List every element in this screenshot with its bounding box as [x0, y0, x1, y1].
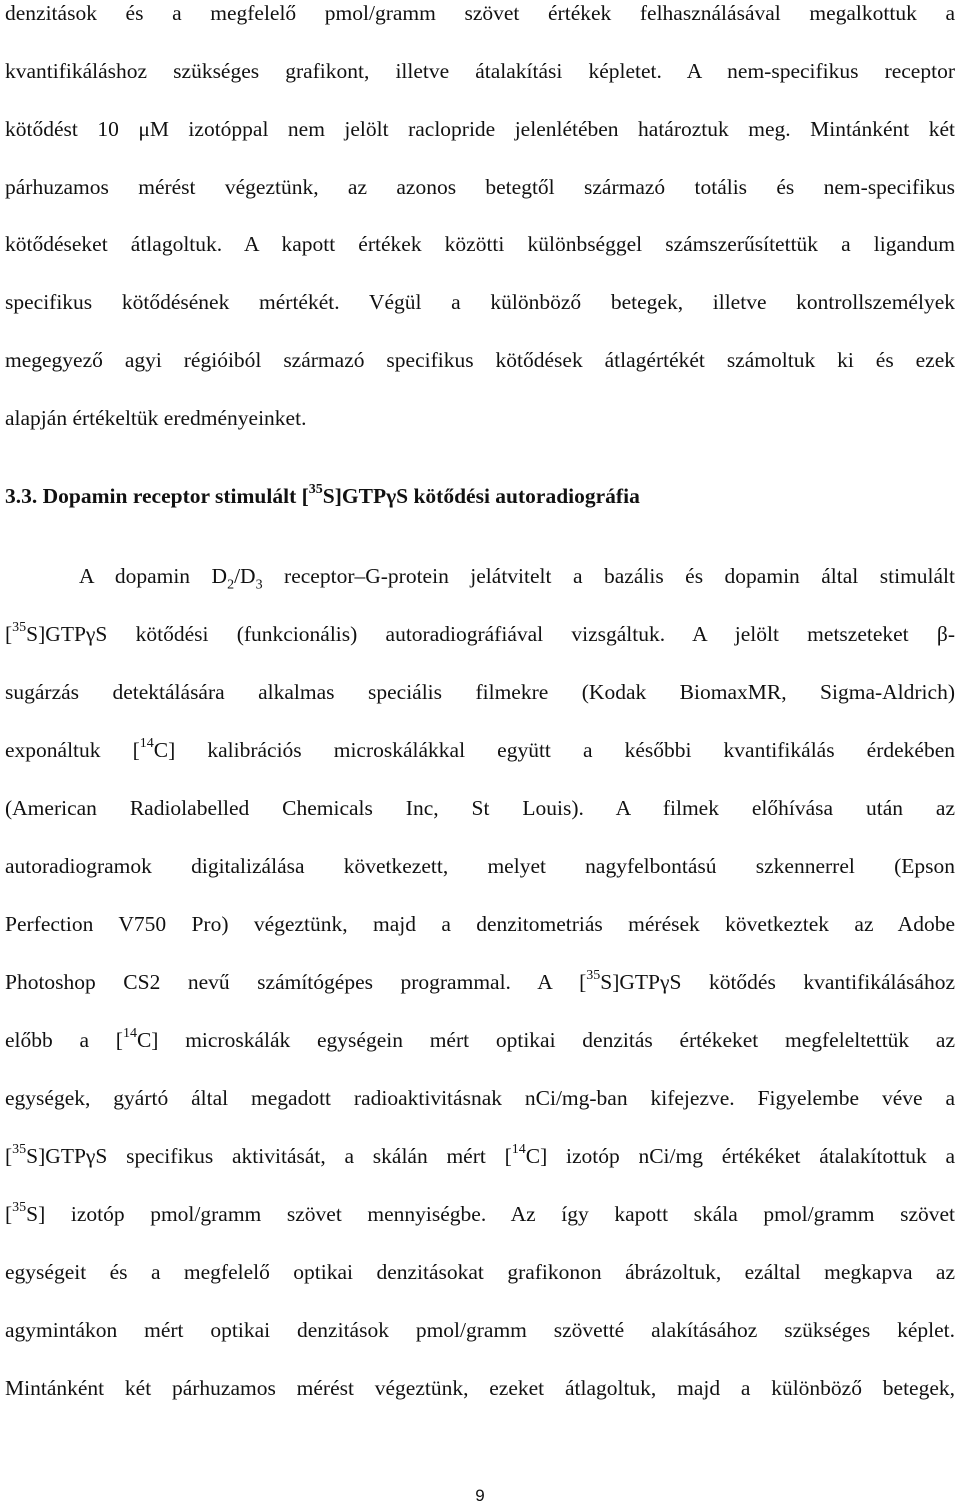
- paragraph-2-line-6: autoradiogramok digitalizálása következett, melyet nagyfelbontású szkennerrel (Epson: [5, 854, 955, 878]
- paragraph-2-line-5: (American Radiolabelled Chemicals Inc, St Louis). A filmek előhívása után az: [5, 796, 955, 820]
- paragraph-2-line-15: Mintánként két párhuzamos mérést végeztünk, ezeket átlagoltuk, majd a különböző betegek,: [5, 1376, 955, 1400]
- paragraph-2-line-1: A dopamin $D_2/D_3$ receptor–G-protein jelátvitelt a bazális és dopamin által stimulált: [79, 564, 956, 593]
- paragraph-2-line-2: [$^{35}$S]GTPγS kötődési (funkcionális) autoradiográfiával vizsgáltuk. A jelölt metszeteket β-: [5, 619, 955, 646]
- paragraph-1-line-3: kötődést 10 μM izotóppal nem jelölt raclopride jelenlétében határoztuk meg. Mintánként két: [5, 117, 955, 141]
- paragraph-2-line-3: sugárzás detektálására alkalmas speciális filmekre (Kodak BiomaxMR, Sigma-Aldrich): [5, 680, 955, 704]
- paragraph-1-line-5: kötődéseket átlagoltuk. A kapott értékek közötti különbséggel számszerűsítettük a ligandum: [5, 232, 955, 256]
- section-heading: [5, 483, 640, 509]
- paragraph-1-line-6: specifikus kötődésének mértékét. Végül a különböző betegek, illetve kontrollszemélyek: [5, 290, 955, 314]
- paragraph-1-line-7: megegyező agyi régióiból származó specifikus kötődések átlagértékét számoltuk ki és ezek: [5, 348, 955, 372]
- paragraph-1-line-4: párhuzamos mérést végeztünk, az azonos betegtől származó totális és nem-specifikus: [5, 175, 955, 199]
- section-number: 3.3.: [5, 484, 38, 508]
- paragraph-2-line-11: [$^{35}$S]GTPγS specifikus aktivitását, a skálán mért [$^{14}$C] izotóp nCi/mg értékéket átalakítottuk a: [5, 1141, 955, 1168]
- paragraph-2-line-9: előbb a [$^{14}$C] microskálák egységein mért optikai denzitás értékeket megfeleltettük az: [5, 1025, 955, 1052]
- page-number: 9: [475, 1486, 485, 1505]
- paragraph-2-line-14: agymintákon mért optikai denzitások pmol/gramm szövetté alakításához szükséges képlet.: [5, 1318, 955, 1342]
- paragraph-2-line-13: egységeit és a megfelelő optikai denzitásokat grafikonon ábrázoltuk, ezáltal megkapva az: [5, 1260, 955, 1284]
- paragraph-1-line-2: kvantifikáláshoz szükséges grafikont, illetve átalakítási képletet. A nem-specifikus receptor: [5, 59, 955, 83]
- paragraph-2-line-12: [$^{35}$S] izotóp pmol/gramm szövet mennyiségbe. Az így kapott skála pmol/gramm szövet: [5, 1199, 955, 1226]
- paragraph-2-line-7: Perfection V750 Pro) végeztünk, majd a denzitometriás mérések következtek az Adobe: [5, 912, 955, 936]
- paragraph-2-line-10: egységek, gyártó által megadott radioaktivitásnak nCi/mg-ban kifejezve. Figyelembe véve a: [5, 1086, 955, 1110]
- paragraph-2-line-8: Photoshop CS2 nevű számítógépes programmal. A [$^{35}$S]GTPγS kötődés kvantifikálásához: [5, 967, 955, 994]
- paragraph-1-line-8: alapján értékeltük eredményeinket.: [5, 406, 307, 430]
- paragraph-2-line-4: exponáltuk [$^{14}$C] kalibrációs microskálákkal együtt a későbbi kvantifikálás érdekében: [5, 735, 955, 762]
- paragraph-1-line-1: denzitások és a megfelelő pmol/gramm szövet értékek felhasználásával megalkottuk a: [5, 1, 955, 25]
- section-title-part-2: S]GTPγS kötődési autoradiográfia: [322, 484, 640, 508]
- section-title-superscript: 35: [308, 481, 323, 497]
- section-title-part-1: Dopamin receptor stimulált [: [42, 484, 309, 508]
